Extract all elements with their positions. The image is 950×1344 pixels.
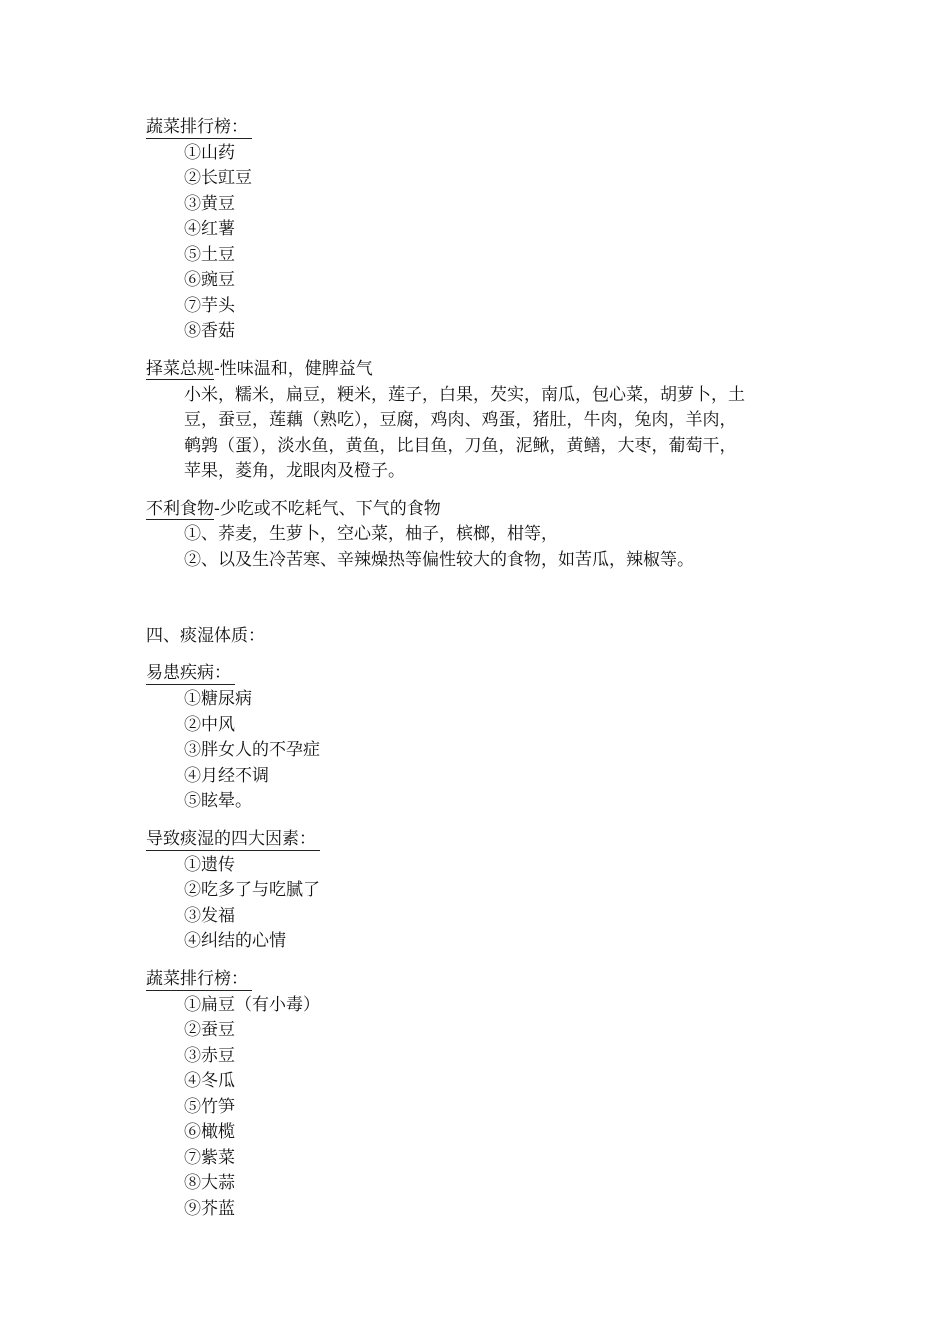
list-item: ⑦紫菜 (184, 1148, 235, 1168)
list-item: ②吃多了与吃腻了 (184, 880, 320, 900)
paragraph-line: 豆，蚕豆，莲藕（熟吃），豆腐，鸡肉、鸡蛋，猪肚，牛肉，兔肉，羊肉， (184, 410, 737, 430)
causes-heading: 导致痰湿的四大因素： (146, 828, 320, 851)
list-item: ⑦芋头 (184, 296, 235, 316)
list-item: ⑤竹笋 (184, 1097, 235, 1117)
list-item: ④月经不调 (184, 766, 269, 786)
list-item: ①遗传 (184, 855, 235, 875)
paragraph-line: 苹果，菱角，龙眼肉及橙子。 (184, 461, 405, 481)
list-item: ⑨芥蓝 (184, 1199, 235, 1219)
list-item: ②长豇豆 (184, 168, 252, 188)
choose-rules-heading (146, 358, 373, 380)
list-item: ⑧香菇 (184, 321, 235, 341)
list-item: ②、以及生冷苦寒、辛辣燥热等偏性较大的食物，如苦瓜，辣椒等。 (184, 550, 694, 570)
list-item: ⑥橄榄 (184, 1122, 235, 1142)
list-item: ⑤眩晕。 (184, 791, 252, 811)
list-item: ③赤豆 (184, 1046, 235, 1066)
list-item: ④红薯 (184, 219, 235, 239)
vegetable-ranking-heading-2: 蔬菜排行榜： (146, 968, 252, 991)
list-item: ⑤土豆 (184, 245, 235, 265)
list-item: ①扁豆（有小毒） (184, 995, 320, 1015)
list-item: ③黄豆 (184, 194, 235, 214)
list-item: ⑥豌豆 (184, 270, 235, 290)
bad-food-heading-label: 不利食物 (146, 499, 214, 519)
list-item: ③胖女人的不孕症 (184, 740, 320, 760)
section-title: 四、痰湿体质： (146, 626, 265, 646)
choose-rules-heading-label: 择菜总规 (146, 359, 214, 379)
list-item: ④纠结的心情 (184, 931, 286, 951)
list-item: ②中风 (184, 715, 235, 735)
diseases-heading: 易患疾病： (146, 662, 235, 685)
vegetable-ranking-heading: 蔬菜排行榜： (146, 116, 252, 139)
list-item: ①山药 (184, 143, 235, 163)
list-item: ④冬瓜 (184, 1071, 235, 1091)
list-item: ⑧大蒜 (184, 1173, 235, 1193)
paragraph-line: 鹌鹑（蛋），淡水鱼，黄鱼，比目鱼，刀鱼，泥鳅，黄鳝，大枣，葡萄干， (184, 436, 737, 456)
paragraph-line: 小米，糯米，扁豆，粳米，莲子，白果，芡实，南瓜，包心菜，胡萝卜，土 (184, 385, 745, 405)
choose-rules-heading-desc: -性味温和，健脾益气 (214, 359, 373, 379)
bad-food-heading-desc: -少吃或不吃耗气、下气的食物 (214, 499, 441, 519)
bad-food-heading (146, 498, 441, 520)
list-item: ②蚕豆 (184, 1020, 235, 1040)
list-item: ①糖尿病 (184, 689, 252, 709)
list-item: ①、荞麦，生萝卜，空心菜，柚子，槟榔，柑等， (184, 524, 558, 544)
list-item: ③发福 (184, 906, 235, 926)
